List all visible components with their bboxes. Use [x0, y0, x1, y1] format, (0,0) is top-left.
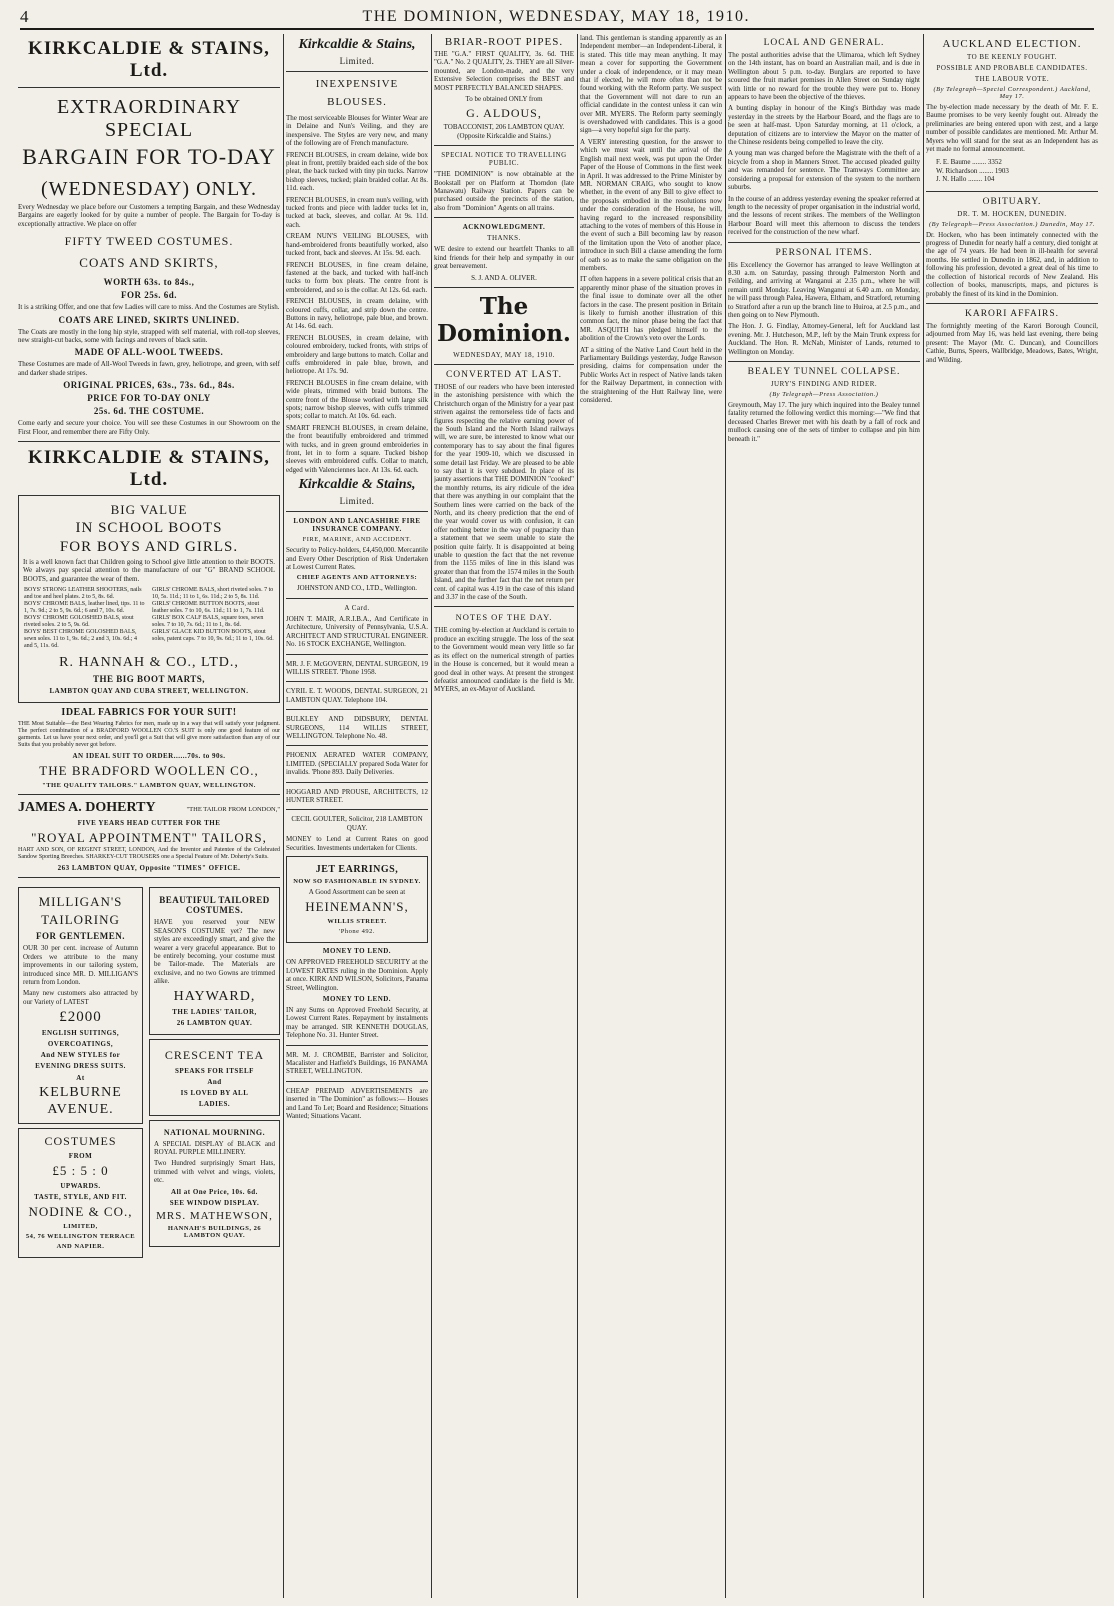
milligan-h1: MILLIGAN'S	[38, 894, 123, 910]
bulkley-card: BULKLEY AND DIDSBURY, DENTAL SURGEONS, 114 WILLIS STREET, WELLINGTON. Telephone No. 48.	[286, 715, 428, 740]
costumes-h: COSTUMES	[44, 1134, 117, 1149]
doherty-tag: "THE TAILOR FROM LONDON,"	[186, 806, 280, 814]
mair-card: JOHN T. MAIR, A.R.I.B.A., And Certificate in Architecture, University of Pennsylvania, U.S.A. ARCHITECT AND STRUCTURAL ENGINEER. No. 16 STOCK EXCHANGE, Wellington.	[286, 614, 428, 649]
milligan-l2: OVERCOATINGS,	[47, 1040, 114, 1049]
ad-close: Come early and secure your choice. You will see these Costumes in our Showroom on the First Floor, and remember there are Fifty Only.	[18, 419, 280, 436]
ad-headline-2: BARGAIN FOR TO-DAY	[22, 144, 276, 169]
boots-list	[23, 586, 275, 651]
kelburne-h1: KELBURNE	[39, 1085, 122, 1101]
column-6	[926, 34, 1098, 1598]
ad-item: FIFTY TWEED COSTUMES.	[64, 234, 234, 249]
list-item: CREAM NUN'S VEILING BLOUSES, with hand-embroidered fronts beautifully worked, also tucked front, back and sleeves. At 15s. 9d. each.	[286, 232, 428, 258]
pipes-body: THE "G.A." FIRST QUALITY, 3s. 6d. THE "G.A." No. 2 QUALITY, 2s. THEY are all Silver-mounted, are London-made, and the very Extensive Selection comprises the BEST and MOST PERFECTLY BALANCED SHAPES.	[434, 50, 574, 92]
blouses-intro: The most serviceable Blouses for Winter Wear are in Delaine and Nun's Veiling, and they are inexpensive. The Styles are very new, and many of the following are of French manufacture.	[286, 114, 428, 148]
notes-crisis: IT often happens in a severe political crisis that an apparently minor phase of the situation proves in the final issue to dominate over all the other factors in the case. The present position in Britain is likely to furnish another illustration of this common fact, the minor phase being the fact that MR. ASQUITH has pledged himself to the abolition of the Crown's veto over the Lords.	[580, 275, 722, 343]
ad-headline-3: (WEDNESDAY) ONLY.	[40, 178, 258, 200]
bradford-sub: "THE QUALITY TAILORS." LAMBTON QUAY, WELLINGTON.	[42, 782, 256, 790]
money-lend-h: MONEY TO LEND.	[322, 947, 392, 956]
card-label: A Card.	[344, 603, 370, 612]
list-item: J. N. Hallo ........ 104	[936, 175, 995, 184]
crescent-tea-ad	[149, 1039, 280, 1116]
milligan-l3: And NEW STYLES for	[40, 1051, 121, 1060]
kelburne-at: At	[76, 1074, 85, 1083]
ad-desc-2: These Costumes are made of All-Wool Tweeds in fawn, grey, heliotrope, and green, with self and darker shade stripes.	[18, 360, 280, 377]
kelburne-h2: AVENUE.	[47, 1102, 114, 1118]
notes-heading: NOTES OF THE DAY.	[455, 612, 553, 623]
mourning-body-2: Two Hundred surprisingly Smart Hats, trimmed with velvet and wings, violets, etc.	[154, 1159, 275, 1185]
tailored-address: 26 LAMBTON QUAY.	[176, 1018, 253, 1027]
bradford-price: AN IDEAL SUIT TO ORDER......70s. to 90s.	[72, 752, 226, 761]
ad-lined: COATS ARE LINED, SKIRTS UNLINED.	[58, 314, 240, 325]
mourning-ad	[149, 1120, 280, 1247]
ad-intro: Every Wednesday we place before our Customers a tempting Bargain, and these Wednesday Bargains are eagerly looked for by quite a number of people. The Bargain for To-day is exceptionally attractive. We place on offer	[18, 203, 280, 228]
aldous-sub: TOBACCONIST, 206 LAMBTON QUAY. (Opposite Kirkcaldie and Stains.)	[443, 123, 565, 140]
notes-land-court: AT a sitting of the Native Land Court held in the Parliamentary Buildings yesterday, Judge Rawson presiding, claims for compensation under the Public Works Act in respect of Native lands taken for the Railway Department, in connection with the straightening of the Hutt Railway line, were considered.	[580, 345, 722, 405]
column-3	[434, 34, 574, 1598]
personal-heading: PERSONAL ITEMS.	[775, 247, 873, 258]
karori-body: The fortnightly meeting of the Karori Borough Council, adjourned from May 16, was held last evening, there being present: The Mayor (Mr. C. Duncan), and Councillors Cathie, Burns, Speers, Wallbridge, Meadows, Bates, Wright, and Wilding.	[926, 321, 1098, 364]
boots-address: LAMBTON QUAY AND CUBA STREET, WELLINGTON.	[49, 687, 249, 696]
crescent-l2: And	[207, 1077, 222, 1086]
ad-made: MADE OF ALL-WOOL TWEEDS.	[74, 347, 224, 358]
page-number: 4	[20, 7, 29, 26]
boots-intro: It is a well known fact that Children going to School give little attention to their BOOTS. We always pay special attention to the manufacture of our "G" BRAND SCHOOL BOOTS, and guarantee the wear of them.	[23, 558, 275, 583]
local-body-4: In the course of an address yesterday evening the speaker referred at length to the necessity of proper organisation in the industrial world, and the lessons of recent strikes. The members of the Wellington Harbour Board will meet this afternoon to discuss the tenders received for the construction of the new wharf.	[728, 194, 920, 237]
ad-today: PRICE FOR TO-DAY ONLY	[87, 393, 211, 404]
kirkcaldie-sub-2: Limited.	[339, 496, 375, 507]
doherty-royal: "ROYAL APPOINTMENT" TAILORS,	[31, 830, 267, 846]
list-item: FRENCH BLOUSES, in cream delaine, with coloured cuffs, collar, and strip down the centre. Buttons in navy, heliotrope, pale blue, and brown. At 14s. 6d. each.	[286, 297, 428, 331]
crombie-card: MR. M. J. CROMBIE, Barrister and Solicitor, Macalister and Hatfield's Buildings, 16 PANAMA STREET, WELLINGTON.	[286, 1050, 428, 1076]
milligan-l4: EVENING DRESS SUITS.	[35, 1062, 126, 1071]
jet-address: WILLIS STREET.	[327, 918, 387, 926]
ad-item-2: COATS AND SKIRTS,	[79, 255, 219, 271]
bealey-heading: BEALEY TUNNEL COLLAPSE.	[747, 367, 901, 377]
jet-h1: JET EARRINGS,	[315, 864, 399, 875]
prepaid-card: CHEAP PREPAID ADVERTISEMENTS are inserted in "The Dominion" as follows:— Houses and Land To Let; Board and Residence; Situations Wanted; Situations Vacant.	[286, 1086, 428, 1121]
bradford-firm: THE BRADFORD WOOLLEN CO.,	[39, 763, 259, 779]
tailored-sub: THE LADIES' TAILOR,	[172, 1007, 257, 1016]
tailored-name: HAYWARD,	[173, 988, 256, 1004]
crescent-l1: SPEAKS FOR ITSELF	[175, 1066, 254, 1075]
tailored-body: HAVE you reserved your NEW SEASON'S COSTUME yet? The new styles are exceedingly smart, and give the wearer a very graceful appearance. But to be entirely becoming, your costume must be Tailor-made. The Materials are exclusive, and no two Gowns are trimmed alike.	[154, 918, 275, 986]
election-heading: AUCKLAND ELECTION.	[942, 38, 1082, 50]
right-subcolumn	[149, 883, 280, 1262]
bradford-h: IDEAL FABRICS FOR YOUR SUIT!	[61, 707, 237, 719]
ad-desc: The Coats are mostly in the long hip style, strapped with self material, with roll-top sleeves, new straight-cut backs, some with facings and revers of black satin.	[18, 327, 280, 345]
milligan-body: OUR 30 per cent. increase of Autumn Orders we attribute to the many improvements in our tailoring system, introduced since MR. D. MILLIGAN'S return from London.	[23, 944, 138, 986]
local-body-3: A young man was charged before the Magistrate with the theft of a bicycle from a shop in Manners Street. The accused pleaded guilty and was remanded for sentence. The Tramways Committee are considering a proposal for extension of the system to the northern suburbs.	[728, 149, 920, 192]
mourning-see: SEE WINDOW DISPLAY.	[169, 1198, 260, 1207]
local-heading: LOCAL AND GENERAL.	[763, 38, 885, 48]
ad-headline-1: EXTRAORDINARY SPECIAL	[56, 96, 242, 141]
local-body: The postal authorities advise that the Ulimaroa, which left Sydney on the 14th instant, has on board an Australian mail, and is due in Wellington about 5 p.m. to-day. Burglars are reported to have scoured the fruit market premises in Allen Street on Sunday night with little or no reward for the trouble they were put to. Honey appears to have been the objective of the thieves.	[728, 51, 920, 102]
pipes-h: BRIAR-ROOT PIPES.	[444, 36, 564, 48]
money-lend-h-2: MONEY TO LEND.	[322, 995, 392, 1004]
boots-shop: THE BIG BOOT MARTS,	[92, 674, 206, 685]
editorial-heading: CONVERTED AT LAST.	[445, 369, 563, 380]
doherty-ad	[18, 800, 280, 872]
insurance-sub: FIRE, MARINE, AND ACCIDENT.	[302, 536, 412, 544]
blouses-h2: BLOUSES.	[327, 96, 387, 108]
milligan-ad	[18, 887, 143, 1124]
list-item: BOYS' CHROME BALS, leather lined, tips. 11 to 1, 7s. 9d.; 2 to 5, 9s. 6d.; 6 and 7, 10s. 6d.	[24, 601, 145, 615]
list-item: FRENCH BLOUSES, in fine cream delaine, fastened at the back, and tucked with half-inch tucks to form box pleats. The centre front is embroidered, and so is the collar. At 12s. 6d. each.	[286, 260, 428, 294]
mourning-h: NATIONAL MOURNING.	[163, 1127, 266, 1137]
costumes-ad	[18, 1128, 143, 1258]
personal-body-2: The Hon. J. G. Findlay, Attorney-General, left for Auckland last evening. Mr. J. Hutcheson, M.P., left by the Main Trunk express for Auckland. The Hon. R. McNab, Minister of Lands, returned to Wellington on Monday.	[728, 322, 920, 356]
boots-h1: BIG VALUE	[110, 502, 188, 518]
column-2	[286, 34, 428, 1598]
kirkcaldie-name-2: Kirkcaldie & Stains,	[298, 477, 416, 493]
jet-body: A Good Assortment can be seen at	[308, 888, 406, 896]
notice-body: "THE DOMINION" is now obtainable at the Bookstall per on Platform at Thorndon (late Manawatu) Railway Station. Papers can be purchased outside the precincts of the station, also from "Dominion" Agents on all trains.	[434, 170, 574, 212]
milligan-h3: FOR GENTLEMEN.	[35, 931, 125, 942]
list-item: BOYS' STRONG LEATHER SHOOTERS, nails and toe and heel plates. 2 to 5, 8s. 6d.	[24, 587, 142, 601]
mcgovern-card: MR. J. F. McGOVERN, DENTAL SURGEON, 19 WILLIS STREET. 'Phone 1958.	[286, 659, 428, 676]
doherty-name: JAMES A. DOHERTY	[18, 800, 156, 816]
notes-body: THE coming by-election at Auckland is certain to produce an exciting struggle. The loss of the seat to the Government would mean very little so far as its effect on the numerical strength of parties in the House is concerned, but it would mean a good deal in other ways. At present the strongest defeatist announced candidate is the field is Mr. MYERS, an ex-Mayor of Auckland.	[434, 626, 574, 694]
mourning-body: A SPECIAL DISPLAY of BLACK and ROYAL PURPLE MILLINERY.	[154, 1139, 275, 1156]
nodine-l3: AND NAPIER.	[56, 1243, 105, 1251]
list-item: GIRLS' BOX CALF BALS, square toes, sewn soles. 7 to 10, 7s. 6d.; 11 to 1, 8s. 6d.	[152, 615, 264, 629]
ad-worth: WORTH 63s. to 84s.,	[103, 277, 195, 288]
ack-signature: S. J. AND A. OLIVER.	[471, 273, 537, 282]
jet-earrings-ad	[286, 856, 428, 943]
doherty-body: HART AND SON, OF REGENT STREET, LONDON, And the Inventor and Patentee of the Celebrated Sandow Sporting Breeches. SHARKEY-CUT TROUSERS one a Special Feature of Mr. Doherty's Suits.	[18, 847, 280, 861]
election-h4: THE LABOUR VOTE.	[974, 75, 1050, 83]
obituary-byline: (By Telegraph—Press Association.) Dunedin, May 17.	[929, 220, 1095, 228]
notes-continued: land. This gentleman is standing apparently as an Independent member—an Independent-Liberal, it is stated. This title may mean anything. It may mean a cover for supporting the Government under a cloak of independence, or it may mean that if elected, he will more often than not be found working with the Reform party. We suspect that the Government will not dare to run an official candidate in the contest unless it can win over MR. MYERS. The Reform party seemingly is overshadowed with candidates. This is a good sign—a very hopeful sign for the party.	[580, 34, 722, 135]
phoenix-card: PHOENIX AERATED WATER COMPANY, LIMITED. (SPECIALLY prepared Soda Water for invalids. 'Phone 893. Daily Deliveries.	[286, 751, 428, 777]
insurance-body: Security to Policy-holders, £4,450,000. Mercantile and Every Other Description of Risk Undertaken at Lowest Current Rates.	[286, 546, 428, 572]
bradford-ad	[18, 707, 280, 789]
ad-for: FOR 25s. 6d.	[120, 290, 177, 301]
local-body-2: A bunting display in honour of the King's Birthday was made yesterday in the streets by the Harbour Board, and the flags are to be seen at half-mast. Upon Saturday morning, at 11 o'clock, a deputation of citizens are to interview the Mayor on the matter of the Chinese residents being compelled to leave the city.	[728, 104, 920, 147]
dateline: WEDNESDAY, MAY 18, 1910.	[453, 350, 555, 359]
tailored-h: BEAUTIFUL TAILORED COSTUMES.	[159, 895, 270, 916]
money-card: MONEY to Lend at Current Rates on good Securities. Investments undertaken for Clients.	[286, 835, 428, 852]
election-h3: POSSIBLE AND PROBABLE CANDIDATES.	[936, 64, 1088, 72]
milligan-amount: £2000	[59, 1009, 102, 1026]
obituary-body: Dr. Hocken, who has been intimately connected with the progress of Dunedin for nearly half a century, died tonight at the age of 74 years. He had been in ill-health for several months. He settled in Dunedin in 1862, and, in addition to following his profession, devoted a great deal of his time to the collection of historical records of New Zealand. His collection of books, manuscripts, maps, and pictures is probably the finest of its kind in the Dominion.	[926, 230, 1098, 298]
election-h2: TO BE KEENLY FOUGHT.	[966, 53, 1058, 61]
election-results	[926, 156, 1098, 185]
crescent-l3: IS LOVED BY ALL	[180, 1088, 249, 1097]
doherty-sub: FIVE YEARS HEAD CUTTER FOR THE	[77, 819, 221, 828]
bradford-body: THE Most Suitable—the Best Wearing Fabrics for men, made up in a way that will satisfy your judgment. The perfect combination of a BRADFORD WOOLLEN CO.'S SUIT is only one good feature of our garments. Let us have your next order, and you'll get a Suit that will give more satisfaction than any of our Suits that you probably never got before.	[18, 721, 280, 749]
boots-firm: R. HANNAH & CO., LTD.,	[59, 655, 239, 671]
goulter-card: CECIL GOULTER, Solicitor, 218 LAMBTON QUAY.	[291, 815, 423, 832]
school-boots-ad	[18, 495, 280, 703]
aldous-name: G. ALDOUS,	[466, 106, 542, 121]
kirkcaldie-sub: Limited.	[339, 56, 375, 66]
mourning-address: HANNAH'S BUILDINGS, 26 LAMBTON QUAY.	[167, 1224, 262, 1239]
personal-body: His Excellency the Governor has arranged to leave Wellington at 8.30 a.m. on Saturday, passing through Palmerston North and Feilding, and arriving at Wanganui at 2.35 p.m., where he will remain until Monday. Leaving Wanganui at 6.40 a.m. on Monday, he will pass through Palea, Hawera, Eltham, and Stratford, returning to Stratford after a run up the branch line to Huiroa, at 2.5 p.m., and then going on to New Plymouth.	[728, 260, 920, 319]
mourning-name: MRS. MATHEWSON,	[156, 1209, 273, 1222]
costumes-price: £5 : 5 : 0	[52, 1163, 109, 1179]
insurance-agents: CHIEF AGENTS AND ATTORNEYS:	[296, 574, 418, 582]
obituary-heading: OBITUARY.	[982, 196, 1042, 207]
election-byline: (By Telegraph—Special Correspondent.) Auckland, May 17.	[933, 86, 1091, 100]
column-1	[18, 34, 280, 1598]
list-item: F. E. Baume ........ 3352	[936, 158, 1002, 167]
milligan-h2: TAILORING	[41, 912, 120, 928]
list-item: BOYS' CHROME GOLOSHED BALS, stout riveted soles. 2 to 5, 9s. 6d.	[24, 615, 134, 629]
notice-h: SPECIAL NOTICE TO TRAVELLING PUBLIC.	[441, 151, 567, 168]
ad-firm-name: KIRKCALDIE & STAINS, Ltd.	[28, 38, 270, 81]
list-item: FRENCH BLOUSES, in cream delaine, with coloured embroidery, tucked fronts, with strips of embroidery and large buttons to match. Collar and cuffs embroidered in pale blue, brown, and heliotrope. At 17s. 9d.	[286, 333, 428, 376]
costumes-from: FROM	[68, 1152, 93, 1161]
crescent-h: CRESCENT TEA	[164, 1047, 265, 1062]
masthead-title: THE DOMINION, WEDNESDAY, MAY 18, 1910.	[362, 8, 751, 25]
ack-h: ACKNOWLEDGMENT.	[462, 223, 546, 232]
woods-card: CYRIL E. T. WOODS, DENTAL SURGEON, 21 LAMBTON QUAY. Telephone 104.	[286, 687, 428, 704]
kirkcaldie-name: Kirkcaldie & Stains,	[298, 37, 416, 52]
editorial-body: THOSE of our readers who have been interested in the astonishing persistence with which the Christchurch organ of the Ministry for a year past striven against the remorseless tide of facts and figures respecting the relative earning power of the South Island and the North Island railways will, we are sure, be interested to know what our contemporary has to say about the final figures for the year 1909-10, which we discussed in some detail last Friday. We are pleased to be able to say that it is very subdued. In place of its jaunty assertions that THE DOMINION "cooked" the monthly returns, its airy ridicule of the idea that there was anything in our complaint that the Southern lines were carried on the back of the North, and its cheery prediction that the end of the year would cover us with confusion, it can offer nothing better in the way of pugnacity than a statement that we seem unable to state the position quite fairly. It is disappointed at being unable to question the fact that the net revenue from the 1155 miles of line in this island was greater than that from the 1574 miles in the South Island, and the further fact that the net return per cent. of capital was 4.19 in the case of this island and 3.37 in the case of the South.	[434, 382, 574, 602]
nodine-l2: 54, 76 WELLINGTON TERRACE	[25, 1233, 136, 1241]
bealey-sub: JURY'S FINDING AND RIDER.	[770, 380, 878, 388]
list-item: GIRLS' CHROME BUTTON BOOTS, stout leather soles. 7 to 10, 6s. 11d.; 11 to 1, 7s. 11d.	[152, 601, 265, 615]
nodine-l1: LIMITED,	[63, 1223, 98, 1231]
mourning-prices: All at One Price, 10s. 6d.	[171, 1187, 258, 1196]
column-5	[728, 34, 920, 1598]
blouses-h1: INEXPENSIVE	[315, 78, 399, 90]
list-item: GIRLS' CHROME BALS, short riveted soles. 7 to 10, 5s. 11d.; 11 to 1, 6s. 11d.; 2 to 5, 8s. 11d.	[152, 587, 274, 601]
costumes-upwards: UPWARDS.	[60, 1182, 101, 1191]
costumes-taste: TASTE, STYLE, AND FIT.	[34, 1193, 127, 1202]
boots-h3: FOR BOYS AND GIRLS.	[59, 539, 239, 556]
masthead	[20, 6, 1094, 30]
ack-body: WE desire to extend our heartfelt Thanks to all kind friends for their help and sympathy in our great bereavement.	[434, 245, 574, 271]
crescent-l4: LADIES.	[198, 1099, 231, 1108]
insurance-johnston: JOHNSTON AND CO., LTD., Wellington.	[296, 584, 418, 593]
bealey-byline: (By Telegraph—Press Association.)	[769, 391, 879, 398]
ad-footer: KIRKCALDIE & STAINS, Ltd.	[28, 447, 270, 491]
notes-oath: A VERY interesting question, for the answer to which we must wait until the arrival of the English mail next week, was put upon the Order Paper of the House of Commons in the first week in April. It was addressed to the Prime Minister by MR. NORMAN CRAIG, who sought to know whether, in the event of any Bill to give effect to the proposals embodied in the resolutions now under the consideration of the House, he will, having regard to the increased responsibility attaching to the votes of members of this House in the event of such a Bill becoming law by reason of the limitation upon the Veto of another place, introduce in such Bill a clause amending the form of oath so as to make the same obligation on the members.	[580, 137, 722, 272]
list-item: FRENCH BLOUSES, in cream nun's veiling, with tucked fronts and piece with ladder tucks let in, tucked at back, sleeves, and collar. At 9s. 11d. each.	[286, 195, 428, 229]
ad-note: It is a striking Offer, and one that few Ladies will care to miss. And the Costumes are Stylish.	[18, 303, 280, 312]
list-item: GIRLS' GLACE KID BUTTON BOOTS, stout soles, patent caps. 7 to 10, 9s. 6d.; 11 to 1, 10s. 6d.	[152, 629, 274, 643]
list-item: SMART FRENCH BLOUSES, in cream delaine, the front beautifully embroidered and trimmed with tucks, and in green ground embroideries in front, let in to form a square. Tucked bishop sleeves with embroidered cuffs. Collar to match, edged with Valenciennes lace. At 13s. 6d. each.	[286, 423, 428, 474]
bealey-body: Greymouth, May 17. The jury which inquired into the Bealey tunnel fatality returned the following verdict this morning:—"We find that deceased Charles Brewer met with his death by a fall of rock and mullock causing one of the sets of timber to collapse and pin him beneath it."	[728, 401, 920, 443]
tailored-ad	[149, 887, 280, 1034]
obituary-name: DR. T. M. HOCKEN, DUNEDIN.	[957, 209, 1067, 218]
boots-h2: IN SCHOOL BOOTS	[75, 520, 223, 537]
jet-phone: 'Phone 492.	[339, 928, 375, 936]
column-4	[580, 34, 722, 1598]
hoggard-card: HOGGARD AND PROUSE, ARCHITECTS, 12 HUNTER STREET.	[286, 787, 428, 804]
election-body: The by-election made necessary by the death of Mr. F. E. Baume promises to be very keenly fought out. Already the preliminaries are being entered upon with zest, and a large number of possible candidates are mentioned. Mr. Arthur M. Myers who will stand for the seat as an Independent has as yet made no formal announcement.	[926, 103, 1098, 154]
douglas-card: IN any Sums on Approved Freehold Security, at Lowest Current Rates. Repayment by instalments may be arranged. SIR KENNETH DOUGLAS, Telephone No. 31. Hunter Street.	[286, 1006, 428, 1040]
jet-h2: NOW SO FASHIONABLE IN SYDNEY.	[293, 878, 421, 885]
list-item: FRENCH BLOUSES in fine cream delaine, with wide pleats, trimmed with braid buttons. The centre front of the Blouse worked with large silk spots; narrow bishop sleeves, with cuffs trimmed spots; collar to match. At 10s. 6d. each.	[286, 378, 428, 421]
kirkcaldie-special-ad	[18, 38, 280, 491]
list-item: W. Richardson ........ 1903	[936, 166, 1009, 175]
newspaper-logo: The Dominion.	[437, 292, 571, 347]
ad-original-prices: ORIGINAL PRICES, 63s., 73s. 6d., 84s.	[63, 380, 235, 391]
freehold-card: ON APPROVED FREEHOLD SECURITY at the LOWEST RATES ruling in the Dominion. Apply at once. KIRK AND WILSON, Solicitors, Panama Street, Wellington.	[286, 958, 428, 992]
milligan-body-2: Many new customers also attracted by our Variety of LATEST	[23, 989, 138, 1006]
list-item: FRENCH BLOUSES, in cream delaine, wide box pleat in front, prettily braided each side of the box pleat, the back tucked with tiny pin tucks. Narrow bishop sleeves, tucked; plain braided collar. At 8s. 11d. each.	[286, 150, 428, 193]
pipes-body-2: To be obtained ONLY from	[465, 95, 543, 104]
karori-heading: KARORI AFFAIRS.	[964, 308, 1059, 319]
ack-thanks: THANKS.	[487, 234, 521, 243]
nodine-h: NODINE & CO.,	[28, 1204, 133, 1220]
milligan-l1: ENGLISH SUITINGS,	[41, 1029, 120, 1038]
jet-firm: HEINEMANN'S,	[305, 899, 409, 915]
doherty-address: 263 LAMBTON QUAY, Opposite "TIMES" OFFICE.	[57, 864, 241, 873]
left-subcolumn	[18, 883, 143, 1262]
insurance-h: LONDON AND LANCASHIRE FIRE INSURANCE COMPANY.	[293, 517, 421, 534]
list-item: BOYS' BEST CHROME GOLOSHED BALS, sewn soles. 11 to 1, 9s. 6d.; 2 and 3, 10s. 6d.; 4 and 5, 11s. 6d.	[24, 629, 137, 650]
ad-price: 25s. 6d. THE COSTUME.	[93, 406, 205, 417]
